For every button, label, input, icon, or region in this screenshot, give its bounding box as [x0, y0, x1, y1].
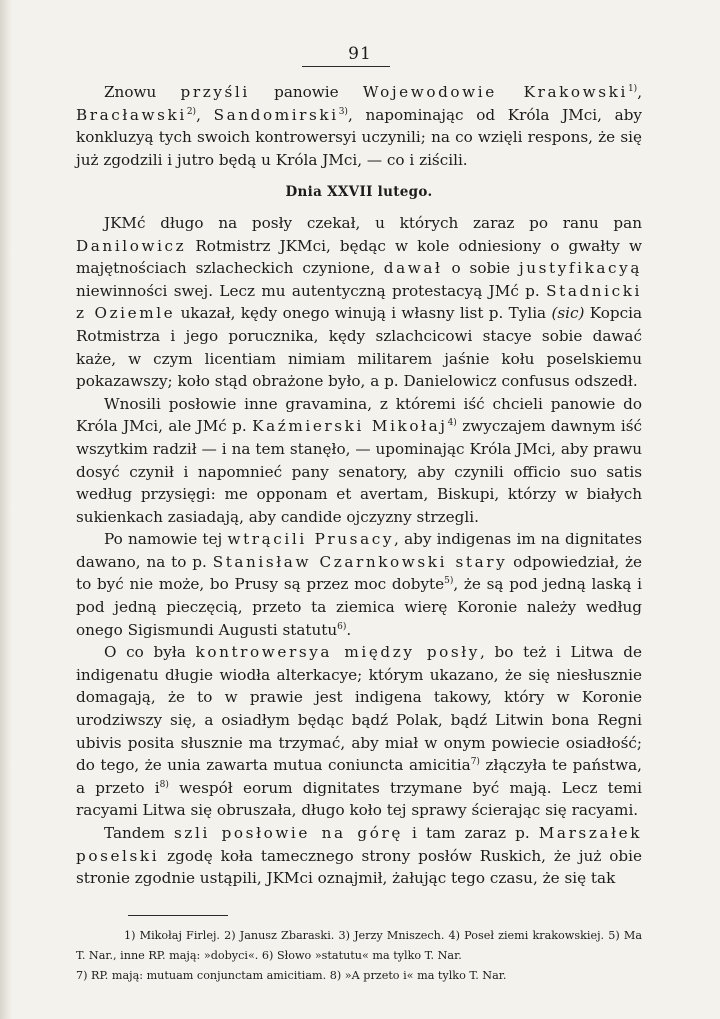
spaced-name: Marszałek poselski: [76, 824, 642, 865]
text-run: , że są pod jedną laską i pod jedną pieczęcią, przeto ta ziemica wierę Koronie należy według onego Sigismundi Augusti statutu: [76, 575, 643, 639]
text-run: , bo też i Litwa de indigenatu długie wiodła alterkacye; którym ukazano, że się niesłusznie domagają, że to w prawie jest indigena takowy, który w Koronie urodziwszy się, a osiadłym będąc bądź Polak, bądź Litwin bona Regni ubivis posita słusznie ma trzymać, aby miał w onym powiecie osiadłość; do tego, że unia zawarta mutua coniuncta amicitia: [76, 643, 642, 775]
paragraph: [76, 81, 642, 171]
spaced-name: Sandomirski: [213, 105, 339, 124]
footnote-ref: 4): [447, 418, 457, 429]
text-run: złączyła te państwa, a przeto i: [76, 756, 643, 797]
footnotes: [76, 926, 642, 986]
footnote-line: 1) Mikołaj Firlej. 2) Janusz Zbaraski. 3) Jerzy Mniszech. 4) Poseł ziemi krakowskiej. 5) Ma T. Nar., inne RP. mają: »dobyci«. 6) Słowo »statutu« ma tylko T. Nar.: [76, 929, 642, 962]
footnote-ref: 1): [627, 83, 638, 94]
text-run: ,: [637, 83, 643, 101]
page-number: 91: [348, 44, 372, 64]
footnote-ref: 3): [338, 106, 348, 117]
text-run: i tam zaraz p.: [402, 824, 539, 842]
text-run: odpowiedział, że to być nie może, bo Prusy są przez moc dobyte: [76, 552, 642, 594]
text-run: O co była: [104, 643, 196, 662]
text-run: , napominając od Króla JMci, aby konkluzyą tych swoich kontrowersyi uczynili; na co wzięli respons, że się już zgodzili i jutro będą u Króla JMci, — co i ziścili.: [76, 105, 643, 169]
page-number-rule: [302, 66, 390, 67]
footnote-line: 7) RP. mają: mutuam conjunctam amicitiam. 8) »A przeto i« ma tylko T. Nar.: [76, 969, 507, 982]
spaced-name: kontrowersya między posły: [195, 643, 480, 662]
spaced-name: justyfikacyą: [518, 259, 642, 278]
text-run: ,: [196, 105, 214, 124]
paragraph: [76, 212, 642, 393]
spaced-name: dawał: [383, 259, 443, 278]
text-run: panowie: [249, 83, 363, 101]
footnote-ref: 2): [186, 106, 197, 117]
paragraph: [76, 528, 642, 641]
spaced-name: Bracławski: [76, 105, 187, 124]
spaced-name: przyśli: [180, 83, 250, 101]
footnote-ref: 5): [444, 576, 454, 587]
section-heading: [76, 181, 642, 204]
text-run: Dnia XXVII lutego.: [285, 184, 433, 201]
footnote-ref: 6): [337, 621, 347, 632]
paragraph: [76, 822, 642, 890]
spaced-name: Kaźmierski Mikołaj: [252, 417, 448, 436]
footnote-ref: 7): [470, 757, 480, 768]
spaced-name: Stanisław Czarnkowski stary: [212, 552, 508, 571]
footnote-rule: [128, 915, 228, 916]
text-run: Wnosili posłowie inne gravamina, z któremi iść chcieli panowie do Króla JMci, ale JMć p.: [76, 394, 642, 436]
text-run: o sobie: [442, 259, 519, 278]
text-run: Tandem: [104, 824, 174, 842]
text-run: Rotmistrz JKMci, będąc w kole odniesiony o gwałty w majętnościach szlacheckich czynione,: [76, 236, 642, 278]
text-run: wespół eorum dignitates trzymane być mają. Lecz temi racyami Litwa się obruszała, długo koło tej sprawy ścierając się racyami.: [76, 778, 642, 820]
spaced-name: Stadnicki z Oziemle: [76, 281, 642, 323]
text-run: Kopcia Rotmistrza i jego porucznika, kędy szlachcicowi stacye sobie dawać każe, w czym licentiam nimiam militarem jaśnie kołu poselskiemu pokazawszy; koło stąd obrażone było, a p. Danielowicz confusus odszedł.: [76, 304, 642, 391]
text-run: zwyczajem dawnym iść wszytkim radził — i na tem stanęło, — upominając Króla JMci, aby prawu dosyć czynił i napomnieć pany senatory, aby czynili officio suo satis według przysięgi: me opponam et avertam, Biskupi, którzy w białych sukienkach zasiadają, aby candide ojczyzny strzegli.: [76, 417, 642, 526]
text-run: zgodę koła tamecznego strony posłów Ruskich, że już obie stronie zgodnie ustąpili, JKMci oznajmił, żałując tego czasu, że się tak: [76, 846, 642, 888]
paragraph: [76, 393, 642, 529]
scan-shadow: [0, 0, 12, 1019]
text-run: , aby indigenas im na dignitates dawano, na to p.: [76, 530, 642, 571]
paragraph: [76, 641, 642, 822]
spaced-name: Danilowicz: [76, 236, 187, 255]
text-run: JKMć długo na posły czekał, u których zaraz po ranu pan: [104, 213, 642, 232]
footnote-ref: 8): [159, 779, 169, 790]
text-run: Znowu: [104, 83, 181, 101]
text-run: .: [346, 620, 352, 639]
spaced-name: Wojewodowie Krakowski: [362, 83, 628, 101]
text-run: niewinności swej. Lecz mu autentyczną protestacyą JMć p.: [76, 281, 547, 300]
body-text: [76, 81, 642, 890]
text-run: Po namowie tej: [104, 530, 228, 549]
text-run: ukazał, kędy onego winują i własny list p. Tylia: [175, 304, 552, 323]
spaced-name: szli posłowie na górę: [174, 824, 403, 842]
italic-text: (sic): [551, 304, 585, 323]
spaced-name: wtrącili Prusacy: [227, 530, 395, 549]
